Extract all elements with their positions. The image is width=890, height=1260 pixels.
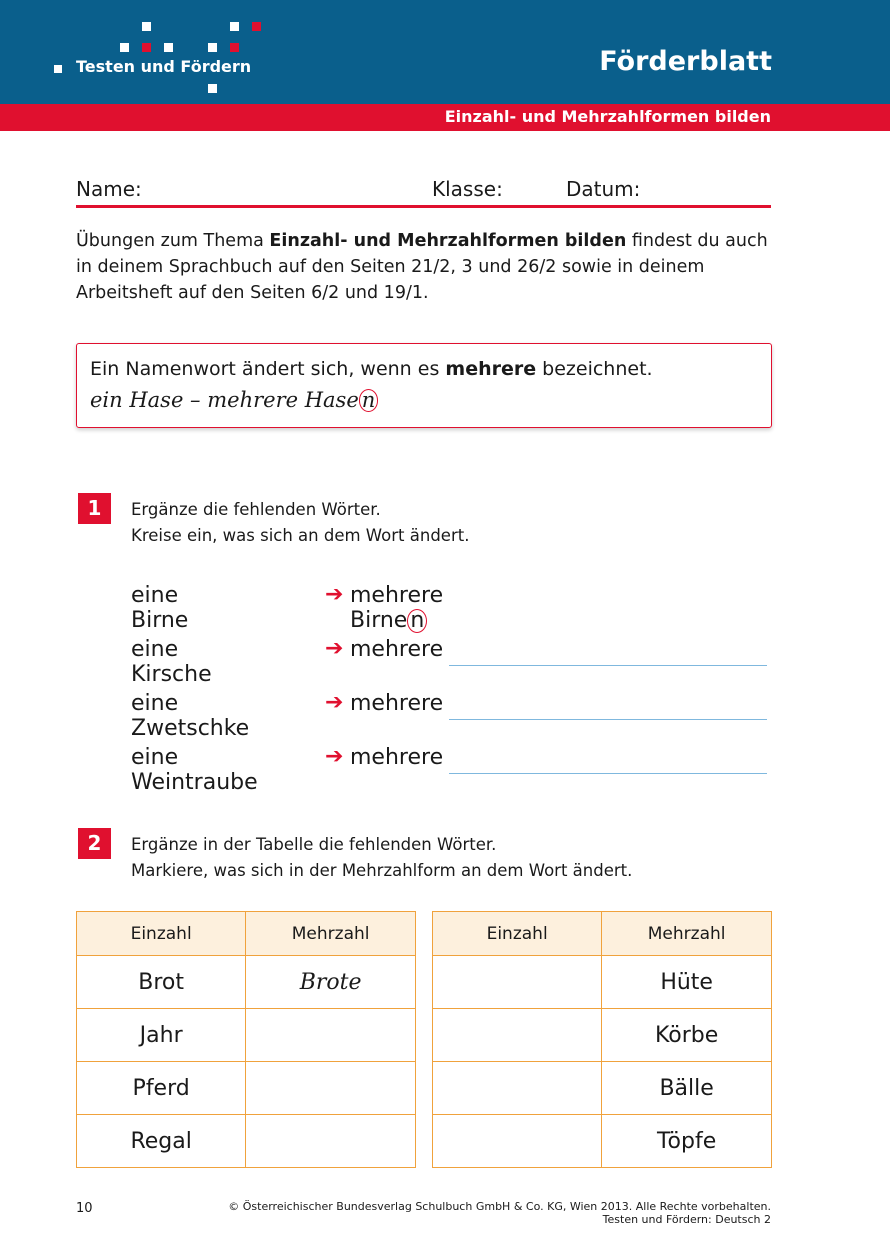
column-header: Einzahl [77,912,246,956]
table-right [432,911,772,1168]
answer-cell[interactable] [433,1009,602,1062]
table-row: Pferd [77,1062,416,1115]
column-header: Mehrzahl [602,912,772,956]
table-row: Bälle [433,1062,772,1115]
answer-line[interactable] [449,719,767,720]
task-1-number: 1 [78,493,111,524]
answer-cell[interactable] [433,956,602,1009]
column-header: Einzahl [433,912,602,956]
circled-letter: n [407,609,427,633]
rule-example-handwritten: ein Hase – mehrere Hase n [90,388,378,412]
copyright: © Österreichischer Bundesverlag Schulbuch GmbH & Co. KG, Wien 2013. Alle Rechte vorbehalten. Testen und Fördern: Deutsch 2 [228,1200,771,1226]
arrow-icon: ➔ [325,744,344,769]
table-row: Töpfe [433,1115,772,1168]
logo-text: Testen und Fördern [76,57,252,76]
date-label: Datum: [566,177,641,201]
page-subtitle: Einzahl- und Mehrzahlformen bilden [444,107,771,126]
intro-paragraph: Übungen zum Thema Einzahl- und Mehrzahlformen bilden findest du auch in deinem Sprachbuch auf den Seiten 21/2, 3 und 26/2 sowie in deinem Arbeitsheft auf den Seiten 6/2 und 19/1. [76,231,768,303]
page-number: 10 [76,1201,93,1216]
name-label: Name: [76,177,142,201]
table-left [76,911,416,1168]
table-row: Jahr [77,1009,416,1062]
page-title: Förderblatt [599,46,772,77]
table-row: Brot Brote [77,956,416,1009]
name-row [76,177,771,208]
arrow-icon: ➔ [325,636,344,661]
answer-line[interactable] [449,665,767,666]
class-label: Klasse: [432,177,503,201]
table-row: Körbe [433,1009,772,1062]
column-header: Mehrzahl [246,912,416,956]
table-row: Hüte [433,956,772,1009]
arrow-icon: ➔ [325,582,344,607]
circled-letter: n [359,389,379,412]
task-2-number: 2 [78,828,111,859]
answer-cell[interactable] [246,1115,416,1168]
rule-box [76,343,772,428]
task-2-instructions: Ergänze in der Tabelle die fehlenden Wörter. Markiere, was sich in der Mehrzahlform an dem Wort ändert. [131,835,633,880]
answer-line[interactable] [449,773,767,774]
table-row: Regal [77,1115,416,1168]
answer-cell[interactable] [246,1062,416,1115]
answer-cell[interactable] [246,1009,416,1062]
task-1-instructions: Ergänze die fehlenden Wörter. Kreise ein, was sich an dem Wort ändert. [131,500,470,545]
rule-text: Ein Namenwort ändert sich, wenn es mehrere bezeichnet. [90,358,653,380]
answer-cell[interactable] [433,1115,602,1168]
arrow-icon: ➔ [325,690,344,715]
answer-cell[interactable] [433,1062,602,1115]
